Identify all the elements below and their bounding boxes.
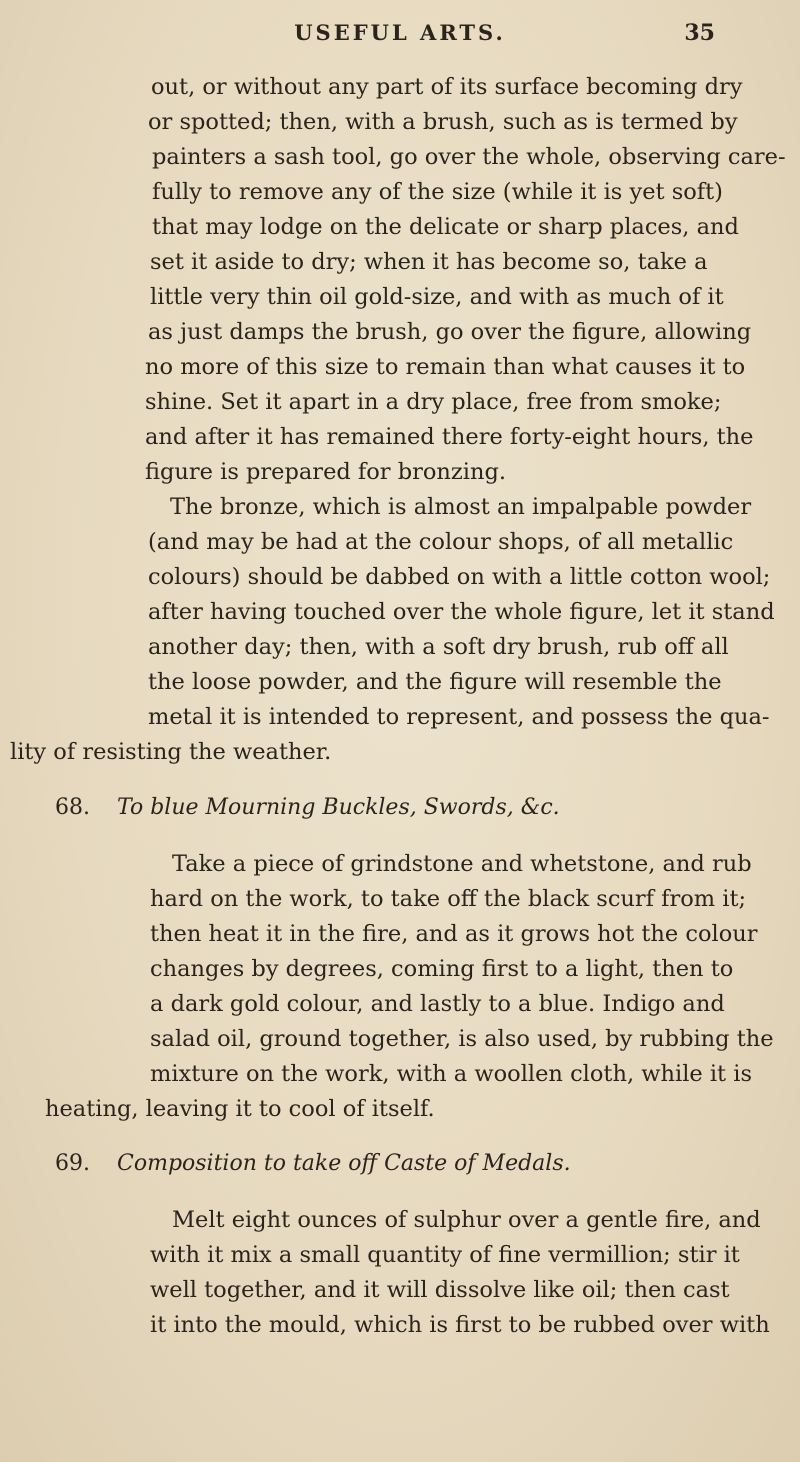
text-line: salad oil, ground together, is also used, by rubbing the <box>150 1026 774 1052</box>
text-line: set it aside to dry; when it has become so, take a <box>150 249 708 275</box>
text-line: or spotted; then, with a brush, such as is termed by <box>148 109 738 135</box>
text-line: a dark gold colour, and lastly to a blue. Indigo and <box>150 991 725 1017</box>
text-line: it into the mould, which is first to be rubbed over with <box>150 1312 770 1338</box>
text-line: well together, and it will dissolve like oil; then cast <box>150 1277 730 1303</box>
text-line: fully to remove any of the size (while it is yet soft) <box>152 179 723 205</box>
text-line: Take a piece of grindstone and whetstone, and rub <box>172 851 752 877</box>
text-line: the loose powder, and the figure will resemble the <box>148 669 722 695</box>
section-title: To blue Mourning Buckles, Swords, &c. <box>117 795 560 820</box>
text-line: shine. Set it apart in a dry place, free from smoke; <box>145 389 722 415</box>
text-line: The bronze, which is almost an impalpable powder <box>170 494 752 520</box>
section-number: 68. <box>55 795 90 820</box>
section-title: Composition to take off Caste of Medals. <box>117 1151 571 1176</box>
text-line: (and may be had at the colour shops, of all metallic <box>148 529 734 555</box>
text-line: with it mix a small quantity of fine vermillion; stir it <box>150 1242 740 1268</box>
text-line: Melt eight ounces of sulphur over a gentle fire, and <box>172 1207 761 1233</box>
text-line: another day; then, with a soft dry brush, rub off all <box>148 634 729 660</box>
text-line: colours) should be dabbed on with a little cotton wool; <box>148 564 771 590</box>
running-head <box>0 20 800 60</box>
text-line: lity of resisting the weather. <box>10 739 332 765</box>
text-line: metal it is intended to represent, and possess the qua- <box>148 704 770 730</box>
text-line: painters a sash tool, go over the whole, observing care- <box>152 144 786 170</box>
text-line: little very thin oil gold-size, and with as much of it <box>150 284 724 310</box>
text-line: figure is prepared for bronzing. <box>145 459 507 485</box>
text-line: after having touched over the whole figure, let it stand <box>148 599 775 625</box>
text-line: as just damps the brush, go over the figure, allowing <box>148 319 752 345</box>
section-heading-69 <box>55 1153 571 1175</box>
running-title: USEFUL ARTS. <box>294 20 506 45</box>
text-line: and after it has remained there forty-eight hours, the <box>145 424 754 450</box>
text-line: that may lodge on the delicate or sharp places, and <box>152 214 739 240</box>
text-line: then heat it in the fire, and as it grows hot the colour <box>150 921 758 947</box>
text-line: mixture on the work, with a woollen cloth, while it is <box>150 1061 752 1087</box>
text-line: hard on the work, to take off the black scurf from it; <box>150 886 747 912</box>
text-line: no more of this size to remain than what causes it to <box>145 354 746 380</box>
page-number: 35 <box>684 20 715 46</box>
text-line: out, or without any part of its surface becoming dry <box>151 74 743 100</box>
section-number: 69. <box>55 1151 90 1176</box>
section-heading-68 <box>55 797 560 819</box>
text-line: changes by degrees, coming first to a light, then to <box>150 956 734 982</box>
text-line: heating, leaving it to cool of itself. <box>45 1096 435 1122</box>
